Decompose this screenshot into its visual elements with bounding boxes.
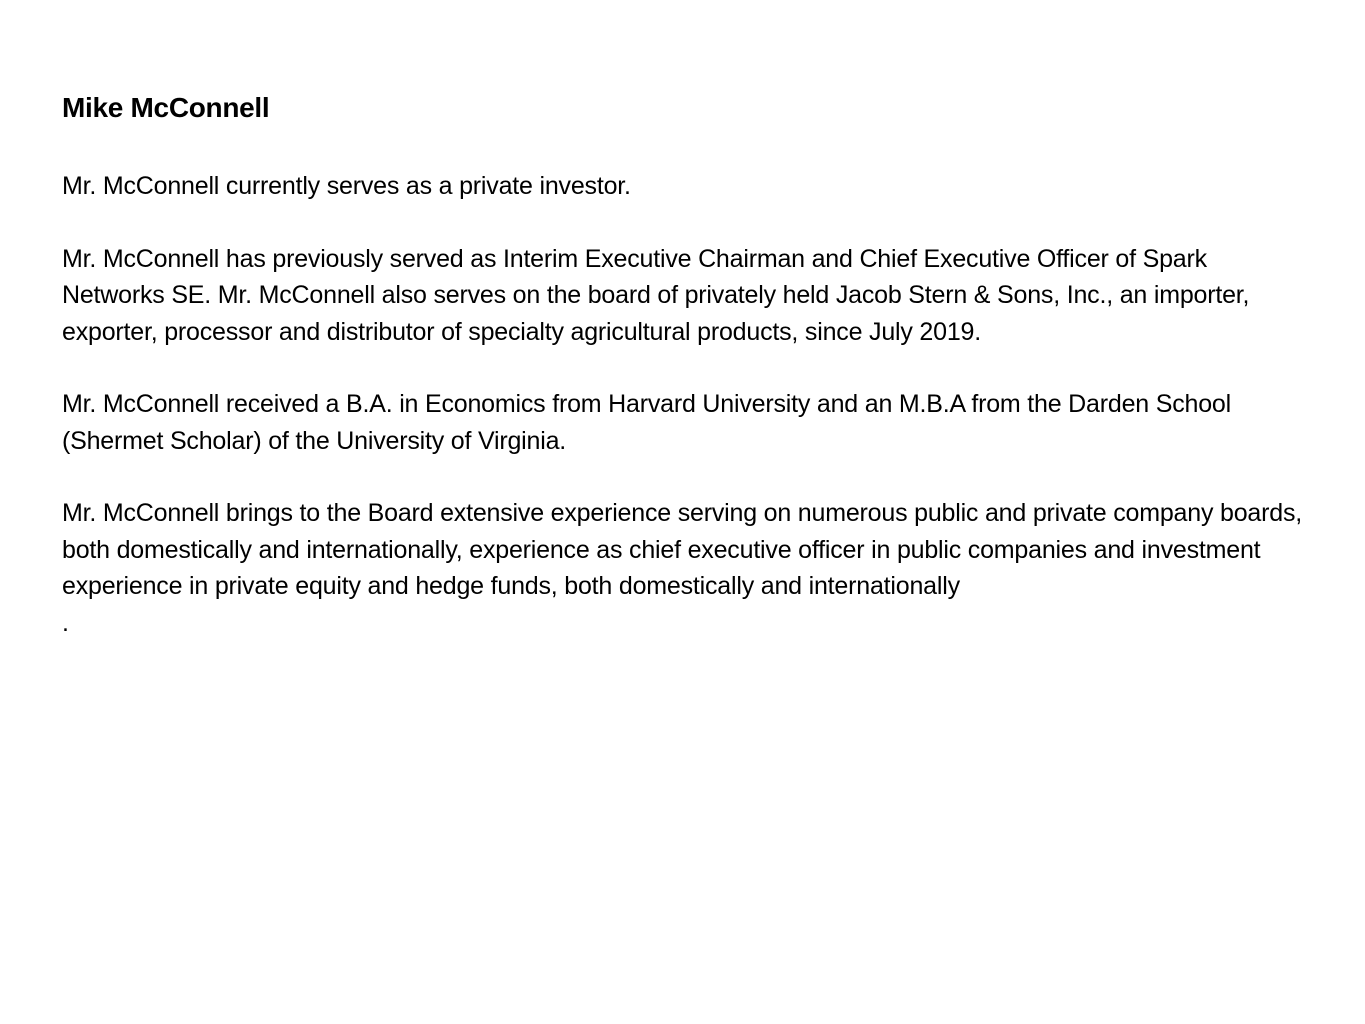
paragraph-board-experience: Mr. McConnell brings to the Board extensive experience serving on numerous public and private company boards, both domestically and internationally, experience as chief executive officer in public companies and investment experience in private equity and hedge funds, both domestically and internationally: [62, 499, 1302, 600]
paragraph-previous-roles: Mr. McConnell has previously served as Interim Executive Chairman and Chief Executive Officer of Spark Networks SE. Mr. McConnell also serves on the board of privately held Jacob Stern & Sons, Inc., an importer, exporter, processor and distributor of specialty agricultural products, since July 2019.: [62, 244, 1250, 346]
document-page: [62, 88, 1302, 641]
paragraph-current-role: Mr. McConnell currently serves as a private investor.: [62, 172, 631, 200]
paragraph-education: Mr. McConnell received a B.A. in Economics from Harvard University and an M.B.A from the Darden School (Shermet Scholar) of the University of Virginia.: [62, 390, 1231, 455]
page-title: Mike McConnell: [62, 92, 270, 123]
trailing-period: .: [62, 608, 69, 637]
